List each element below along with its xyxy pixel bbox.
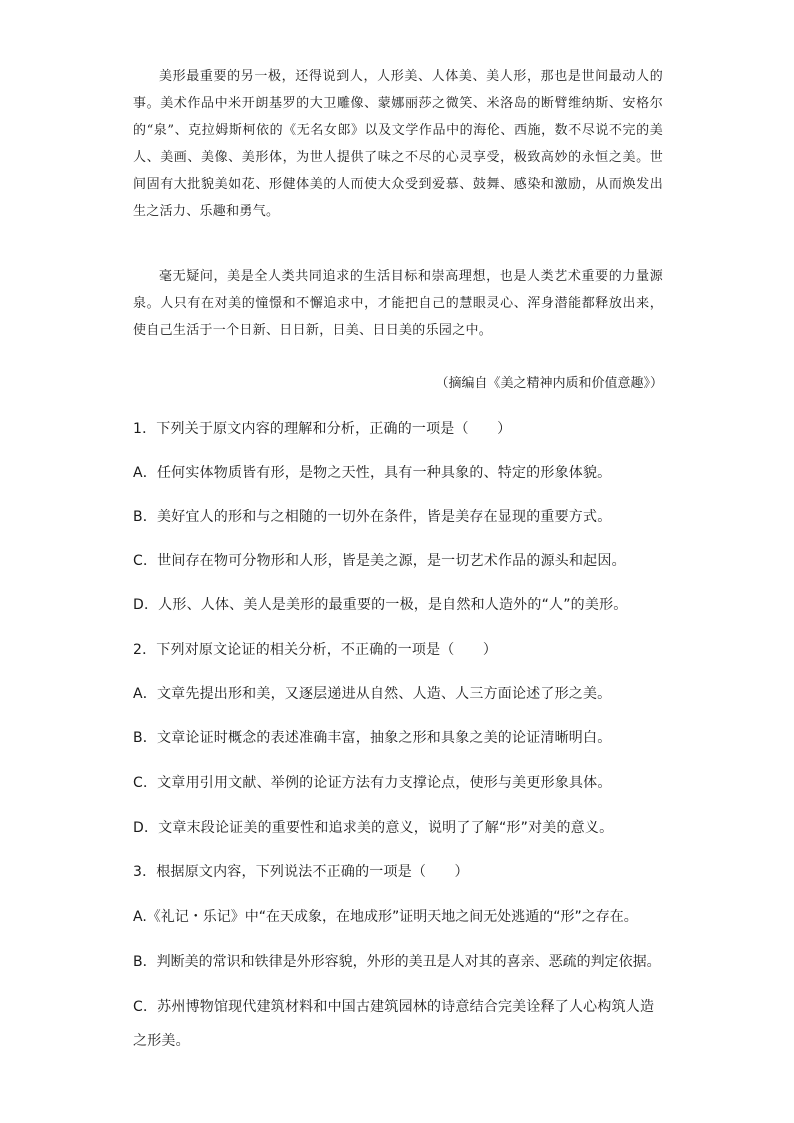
option-a: A．任何实体物质皆有形，是物之天性，具有一种具象的、特定的形象体貌。 [133, 465, 612, 481]
question-stem: 2．下列对原文论证的相关分析，不正确的一项是（ ） [133, 642, 498, 658]
option-c: C．世间存在物可分物形和人形，皆是美之源，是一切艺术作品的源头和起因。 [133, 553, 626, 569]
passage-paragraph-1: 美形最重要的另一极，还得说到人，人形美、人体美、美人形，那也是世间最动人的事。美术作品中米开朗基罗的大卫雕像、蒙娜丽莎之微笑、米洛岛的断臂维纳斯、安格尔的“泉”、克拉姆斯柯依的《无名女郎》以及文学作品中的海伦、西施，数不尽说不完的美人、美画、美像、美形体，为世人提供了味之不尽的心灵享受，极致高妙的永恒之美。世间固有大批貌美如花、形健体美的人而使大众受到爱慕、鼓舞、感染和激励，从而焕发出生之活力、乐趣和勇气。 [133, 69, 663, 219]
option-a: A.《礼记・乐记》中“在天成象，在地成形”证明天地之间无处逃遁的“形”之存在。 [133, 909, 638, 925]
passage-paragraph-2: 毫无疑问，美是全人类共同追求的生活目标和崇高理想，也是人类艺术重要的力量源泉。人只有在对美的憧憬和不懈追求中，才能把自己的慧眼灵心、浑身潜能都释放出来，使自己生活于一个日新、日日新，日美、日日美的乐园之中。 [133, 269, 663, 338]
option-d: D．文章末段论证美的重要性和追求美的意义，说明了了解“形”对美的意义。 [133, 820, 614, 836]
option-b: B．文章论证时概念的表述准确丰富，抽象之形和具象之美的论证清晰明白。 [133, 730, 612, 746]
option-b: B．美好宜人的形和与之相随的一切外在条件，皆是美存在显现的重要方式。 [133, 509, 612, 525]
option-c: C．文章用引用文献、举例的论证方法有力支撑论点，使形与美更形象具体。 [133, 775, 612, 791]
question-stem: 1．下列关于原文内容的理解和分析，正确的一项是（ ） [133, 421, 512, 437]
passage-source: （摘编自《美之精神内质和价值意趣》） [435, 376, 663, 391]
question-stem: 3．根据原文内容，下列说法不正确的一项是（ ） [133, 864, 469, 880]
option-a: A．文章先提出形和美，又逐层递进从自然、人造、人三方面论述了形之美。 [133, 686, 612, 702]
option-b: B．判断美的常识和铁律是外形容貌，外形的美丑是人对其的喜亲、恶疏的判定依据。 [133, 954, 661, 970]
option-d: D．人形、人体、美人是美形的最重要的一极，是自然和人造外的“人”的美形。 [133, 597, 628, 613]
option-c: C．苏州博物馆现代建筑材料和中国古建筑园林的诗意结合完美诠释了人心构筑人造之形美。 [133, 999, 655, 1049]
